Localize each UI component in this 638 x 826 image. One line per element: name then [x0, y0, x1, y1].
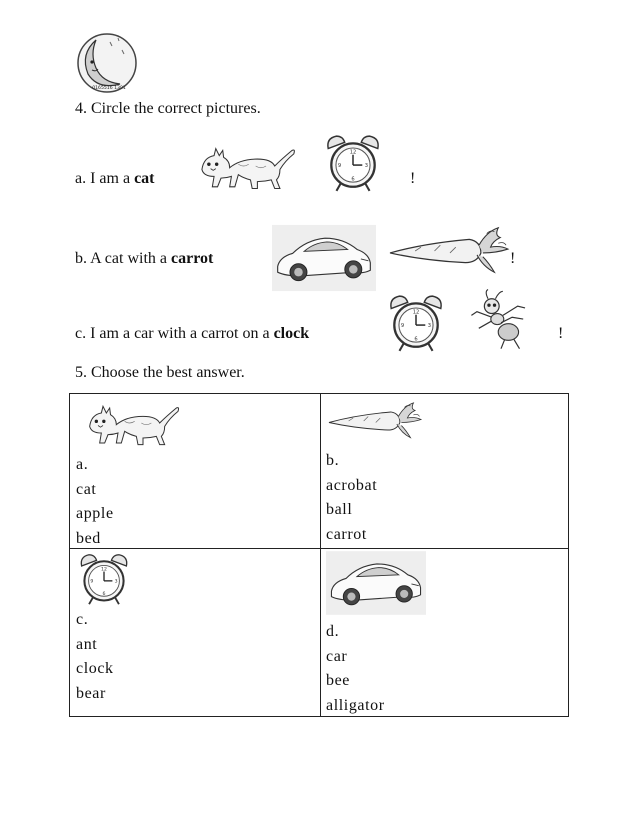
cat-icon[interactable] — [188, 140, 306, 192]
cell-a-option[interactable]: apple — [76, 505, 114, 522]
cell-b-option[interactable]: ball — [326, 501, 353, 518]
exercise4-title: 4. Circle the correct pictures. — [75, 100, 261, 117]
cell-a-letter: a. — [76, 456, 89, 473]
answer-cell-d — [326, 620, 385, 718]
cell-a-option[interactable]: cat — [76, 480, 97, 498]
cell-b-option[interactable]: acrobat — [326, 476, 378, 494]
carrot-icon — [326, 398, 424, 444]
cell-d-option[interactable]: alligator — [326, 696, 385, 714]
exercise5-title: 5. Choose the best answer. — [75, 364, 245, 381]
cell-c-option[interactable]: bear — [76, 684, 106, 702]
cell-d-option[interactable]: bee — [326, 672, 351, 689]
answer-grid — [69, 393, 569, 717]
sentence-a — [75, 170, 155, 188]
alarm-clock-icon — [76, 551, 132, 607]
cell-c-option[interactable]: clock — [76, 660, 114, 677]
ant-icon[interactable] — [464, 287, 538, 353]
sentence-a-text: a. I am a — [75, 170, 135, 187]
cell-d-option[interactable]: car — [326, 647, 348, 665]
grid-divider-vertical — [320, 394, 321, 716]
cell-b-letter: b. — [326, 452, 340, 469]
sentence-a-end: ! — [410, 170, 416, 187]
answer-cell-b — [326, 449, 377, 547]
sports-car-icon — [326, 551, 426, 615]
sentence-c-end: ! — [558, 325, 564, 342]
sentence-a-keyword: cat — [134, 170, 155, 187]
sentence-b — [75, 250, 213, 268]
moon-logo-icon — [76, 32, 138, 94]
sentence-c-text: c. I am a car with a carrot on a — [75, 325, 274, 342]
cat-icon — [74, 398, 192, 448]
cell-c-letter: c. — [76, 611, 89, 628]
grid-divider-horizontal — [70, 548, 568, 549]
sports-car-icon[interactable] — [272, 222, 376, 294]
sentence-b-end: ! — [510, 250, 516, 267]
answer-cell-a — [76, 453, 114, 551]
cell-c-option[interactable]: ant — [76, 635, 98, 653]
answer-cell-c — [76, 608, 114, 706]
carrot-icon[interactable] — [384, 222, 514, 280]
alarm-clock-icon[interactable] — [385, 292, 447, 354]
sentence-b-text: b. A cat with a — [75, 250, 171, 267]
alarm-clock-icon[interactable] — [322, 132, 384, 194]
sentence-c — [75, 325, 309, 343]
cell-a-option[interactable]: bed — [76, 529, 101, 547]
cell-d-letter: d. — [326, 623, 340, 640]
cell-b-option[interactable]: carrot — [326, 525, 367, 543]
sentence-b-keyword: carrot — [170, 250, 214, 267]
logo-number: 0165516 1391 — [92, 86, 126, 91]
sentence-c-keyword: clock — [273, 325, 310, 342]
